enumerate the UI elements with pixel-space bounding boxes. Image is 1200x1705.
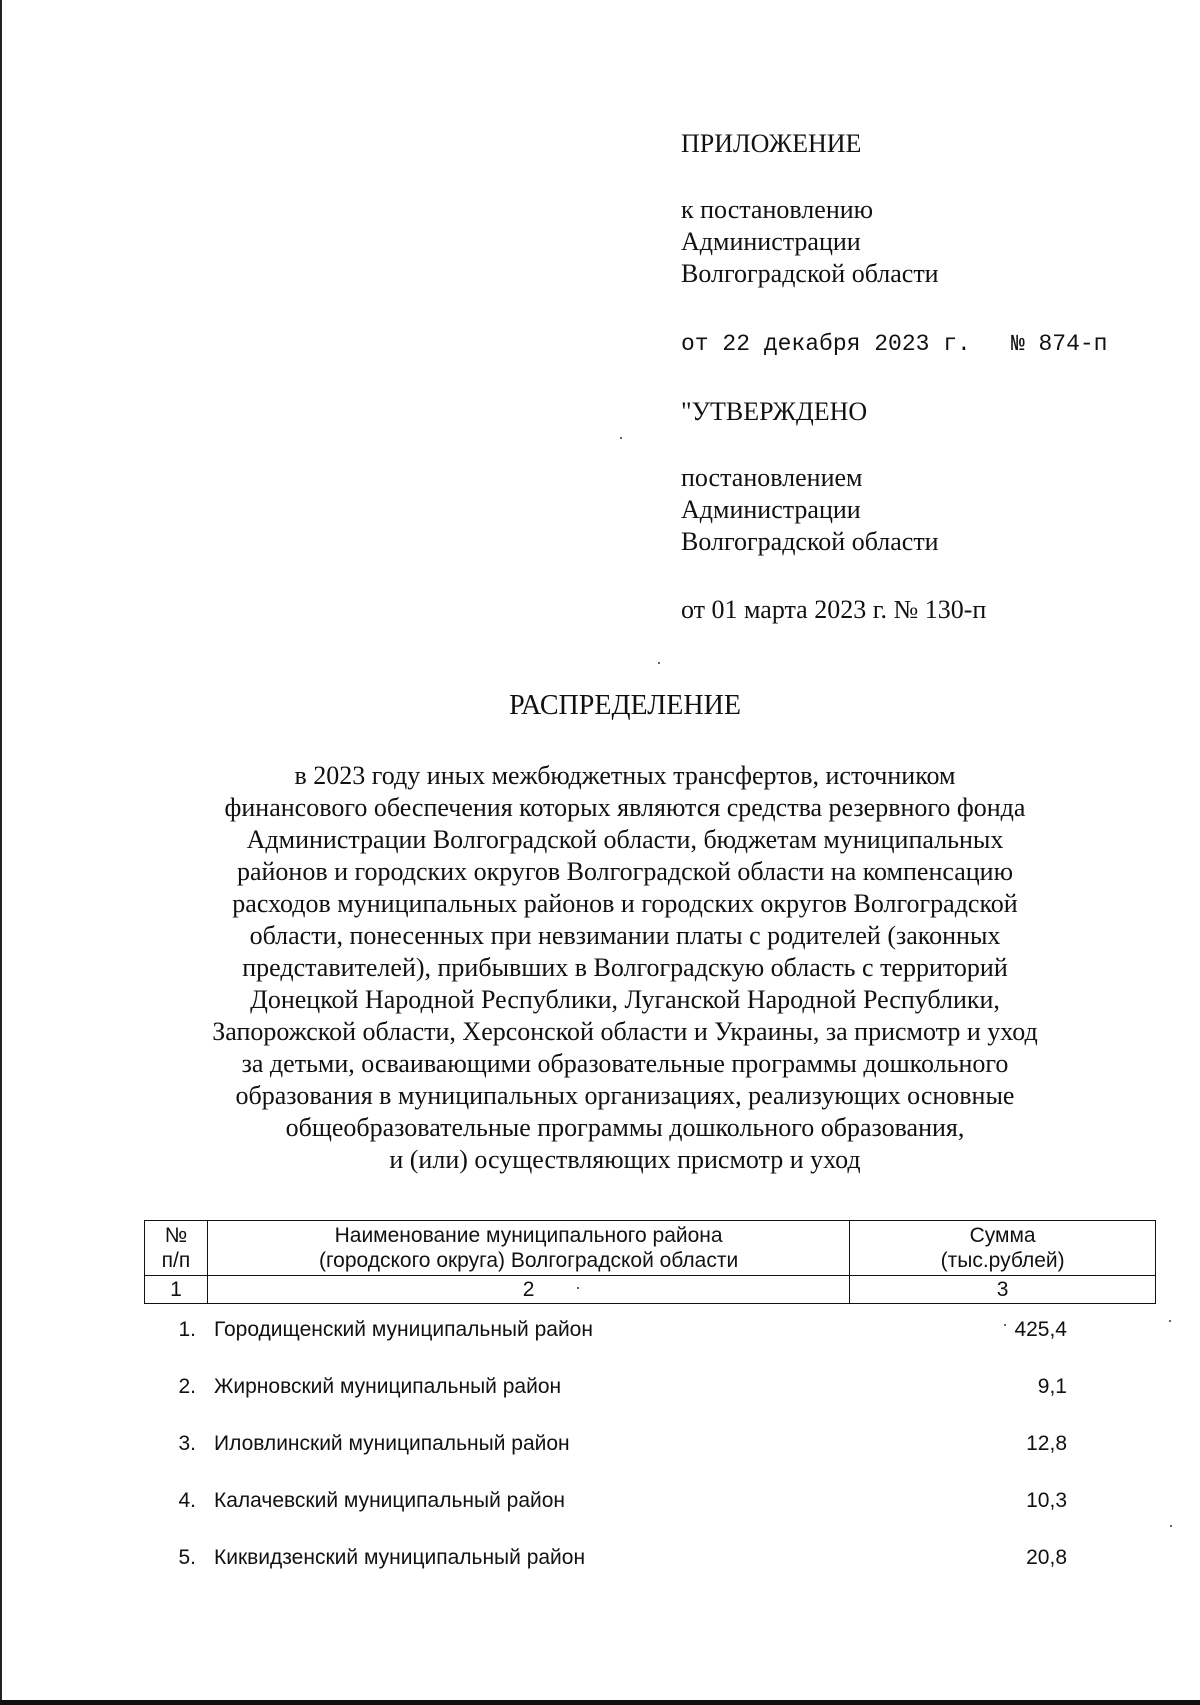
approved-by-line-3: Волгоградской области xyxy=(681,527,939,556)
row-index: 2. xyxy=(178,1375,196,1398)
scan-speck xyxy=(1169,1320,1171,1322)
subtitle-line: общеобразовательные программы дошкольного образования, xyxy=(285,1113,965,1142)
subtitle-line: за детьми, осваивающими образовательные программы дошкольного xyxy=(241,1049,1009,1078)
column-number: 2 xyxy=(207,1276,849,1304)
row-amount: 425,4 xyxy=(1014,1318,1067,1341)
subtitle-line: Донецкой Народной Республики, Луганской Народной Республики, xyxy=(250,985,1000,1014)
to-resolution-line-1: к постановлению xyxy=(681,195,874,224)
subtitle-line: финансового обеспечения которых являются средства резервного фонда xyxy=(224,793,1026,822)
resolution-date-number xyxy=(681,326,1107,360)
document-subtitle xyxy=(150,760,1100,1176)
row-amount: 10,3 xyxy=(1026,1489,1067,1512)
subtitle-line: расходов муниципальных районов и городских округов Волгоградской xyxy=(232,889,1018,918)
header-amount: Сумма (тыс.рублей) xyxy=(850,1221,1156,1276)
resolution-date: от 22 декабря 2023 г. xyxy=(681,331,971,357)
row-index: 5. xyxy=(178,1546,196,1569)
row-index: 4. xyxy=(178,1489,196,1512)
distribution-rows xyxy=(160,1318,1067,1603)
row-index: 3. xyxy=(178,1432,196,1455)
scan-edge-bottom xyxy=(0,1700,1200,1705)
scan-speck xyxy=(620,437,622,439)
row-amount: 9,1 xyxy=(1037,1375,1067,1398)
approved-title: "УТВЕРЖДЕНО xyxy=(681,397,868,426)
approved-by-line-1: постановлением xyxy=(681,463,863,492)
row-index: 1. xyxy=(178,1318,196,1341)
subtitle-line: Администрации Волгоградской области, бюджетам муниципальных xyxy=(246,825,1004,854)
table-row xyxy=(160,1432,1067,1489)
header-name: Наименование муниципального района (городского округа) Волгоградской области xyxy=(207,1221,849,1276)
row-name: Киквидзенский муниципальный район xyxy=(214,1546,586,1569)
approved-by-line-2: Администрации xyxy=(681,495,861,524)
approved-date: от 01 марта 2023 г. № 130-п xyxy=(681,595,987,624)
column-number: 1 xyxy=(145,1276,208,1304)
scan-edge-left xyxy=(0,0,2,1705)
scan-speck xyxy=(1170,1525,1172,1527)
table-row xyxy=(160,1318,1067,1375)
subtitle-line: и (или) осуществляющих присмотр и уход xyxy=(389,1145,861,1174)
column-number-row xyxy=(145,1276,1156,1304)
document-title: РАСПРЕДЕЛЕНИЕ xyxy=(509,690,741,721)
row-name: Калачевский муниципальный район xyxy=(214,1489,566,1512)
table-row xyxy=(160,1489,1067,1546)
appendix-title: ПРИЛОЖЕНИЕ xyxy=(681,129,862,158)
scan-speck xyxy=(658,662,660,664)
subtitle-line: в 2023 году иных межбюджетных трансфертов, источником xyxy=(294,761,956,790)
row-name: Городищенский муниципальный район xyxy=(214,1318,593,1341)
subtitle-line: представителей), прибывших в Волгоградскую область с территорий xyxy=(242,953,1008,982)
subtitle-line: области, понесенных при невзимании платы с родителей (законных xyxy=(249,921,1001,950)
approval-header-block xyxy=(681,128,1107,626)
header-index: № п/п xyxy=(145,1221,208,1276)
scan-speck xyxy=(1004,1324,1006,1326)
subtitle-line: образования в муниципальных организациях, реализующих основные xyxy=(235,1081,1015,1110)
subtitle-line: Запорожской области, Херсонской области и Украины, за присмотр и уход xyxy=(212,1017,1038,1046)
scan-speck xyxy=(577,1287,579,1289)
table-row xyxy=(160,1546,1067,1603)
distribution-table-header xyxy=(144,1220,1156,1304)
to-resolution-line-2: Администрации xyxy=(681,227,861,256)
row-amount: 20,8 xyxy=(1026,1546,1067,1569)
row-name: Жирновский муниципальный район xyxy=(214,1375,562,1398)
column-number: 3 xyxy=(850,1276,1156,1304)
row-amount: 12,8 xyxy=(1026,1432,1067,1455)
resolution-number: № 874-п xyxy=(1010,331,1108,357)
table-row xyxy=(160,1375,1067,1432)
table-header-row xyxy=(145,1221,1156,1276)
subtitle-line: районов и городских округов Волгоградской области на компенсацию xyxy=(236,857,1014,886)
row-name: Иловлинский муниципальный район xyxy=(214,1432,570,1455)
to-resolution-line-3: Волгоградской области xyxy=(681,259,939,288)
